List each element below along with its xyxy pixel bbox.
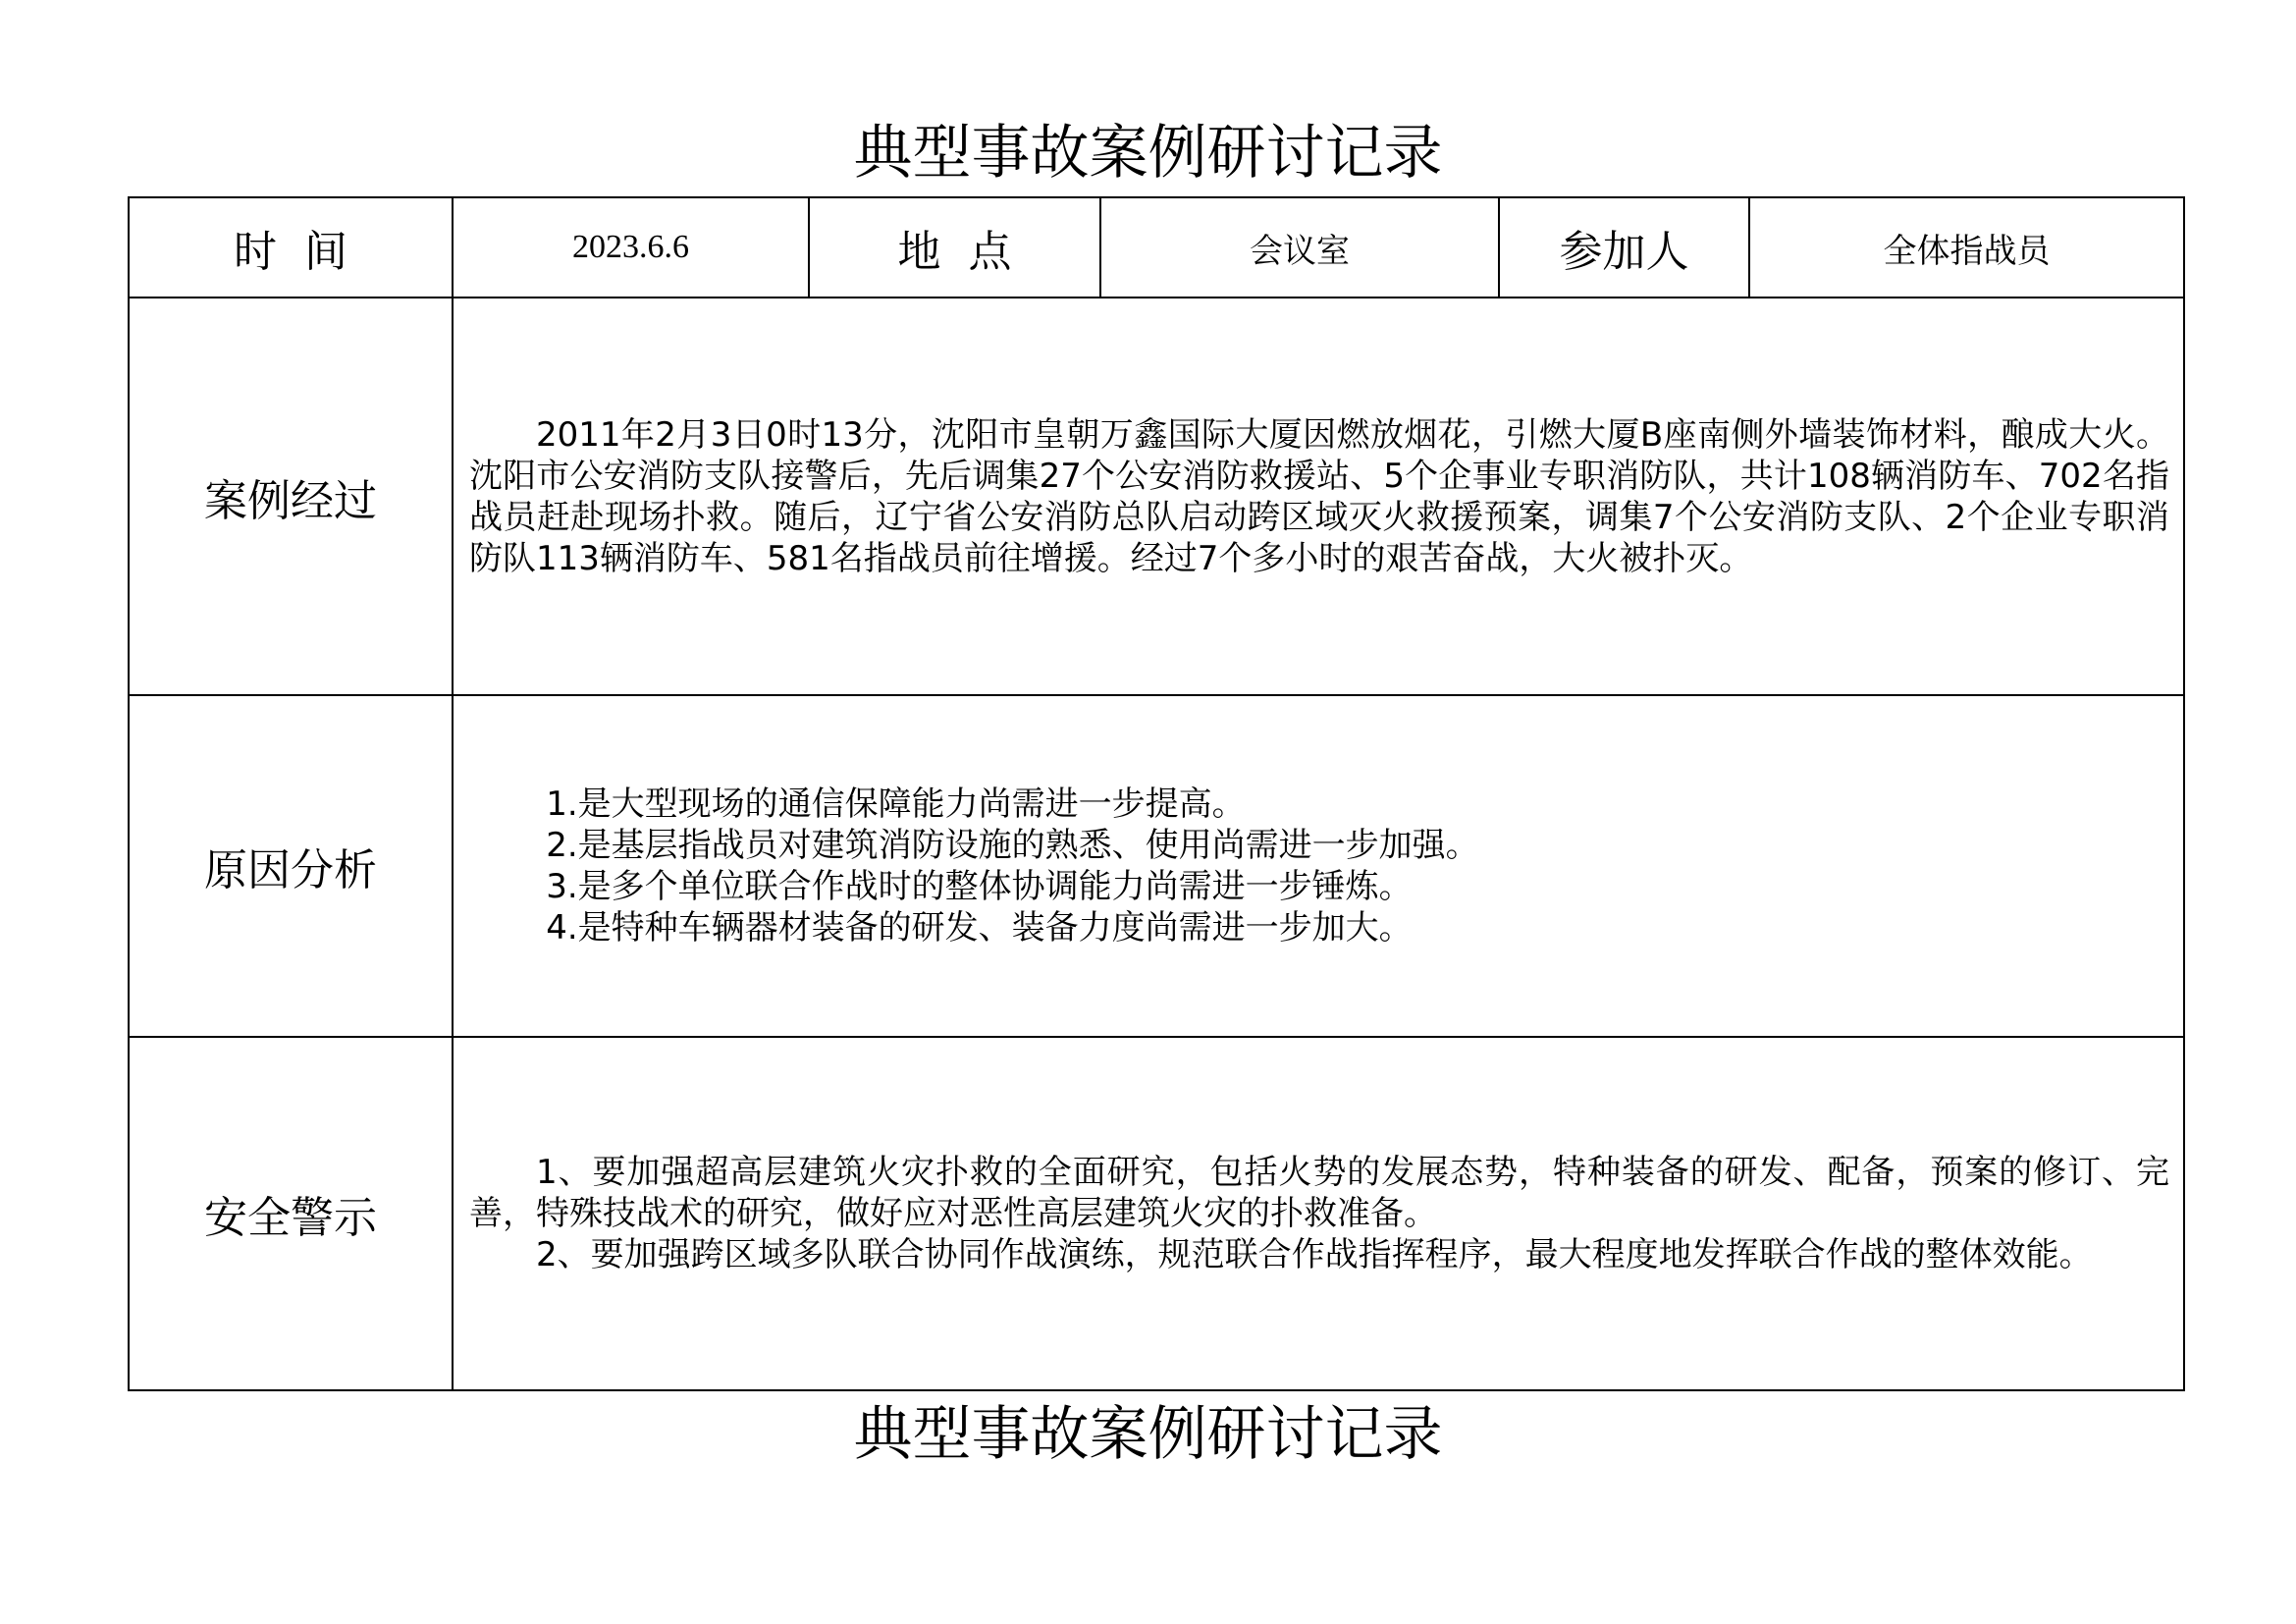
place-value: 会议室 xyxy=(1100,197,1499,298)
page-title: 典型事故案例研讨记录 xyxy=(853,119,1443,188)
cause-content xyxy=(453,695,2184,1037)
case-label: 案例经过 xyxy=(129,298,453,695)
case-content xyxy=(453,298,2184,695)
case-row xyxy=(129,298,2184,695)
cause-item: 2.是基层指战员对建筑消防设施的熟悉、使用尚需进一步加强。 xyxy=(546,826,1479,865)
warning-label: 安全警示 xyxy=(129,1037,453,1390)
cause-item: 1.是大型现场的通信保障能力尚需进一步提高。 xyxy=(546,785,1246,824)
cause-row xyxy=(129,695,2184,1037)
warning-content xyxy=(453,1037,2184,1390)
place-label: 地 点 xyxy=(809,197,1100,298)
warning-item: 1、要加强超高层建筑火灾扑救的全面研究，包括火势的发展态势，特种装备的研发、配备，预案的修订、完善，特殊技战术的研究，做好应对恶性高层建筑火灾的扑救准备。 xyxy=(469,1153,2169,1233)
header-row xyxy=(129,197,2184,298)
next-page-title: 典型事故案例研讨记录 xyxy=(853,1400,1443,1469)
warning-item: 2、要加强跨区域多队联合协同作战演练，规范联合作战指挥程序，最大程度地发挥联合作战的整体效能。 xyxy=(536,1235,2093,1274)
attendees-label: 参加人 xyxy=(1499,197,1749,298)
time-value: 2023.6.6 xyxy=(453,197,809,298)
cause-item: 3.是多个单位联合作战时的整体协调能力尚需进一步锤炼。 xyxy=(546,867,1413,906)
time-label: 时 间 xyxy=(129,197,453,298)
warning-row xyxy=(129,1037,2184,1390)
cause-label: 原因分析 xyxy=(129,695,453,1037)
attendees-value: 全体指战员 xyxy=(1749,197,2184,298)
cause-item: 4.是特种车辆器材装备的研发、装备力度尚需进一步加大。 xyxy=(546,908,1413,947)
record-table xyxy=(128,196,2185,1391)
case-text: 2011年2月3日0时13分，沈阳市皇朝万鑫国际大厦因燃放烟花，引燃大厦B座南侧外墙装饰材料，酿成大火。沈阳市公安消防支队接警后，先后调集27个公安消防救援站、5个企事业专职消防队，共计108辆消防车、702名指战员赶赴现场扑救。随后，辽宁省公安消防总队启动跨区域灭火救援预案，调集7个公安消防支队、2个企业专职消防队113辆消防车、581名指战员前往增援。经过7个多小时的艰苦奋战，大火被扑灭。 xyxy=(469,414,2169,578)
